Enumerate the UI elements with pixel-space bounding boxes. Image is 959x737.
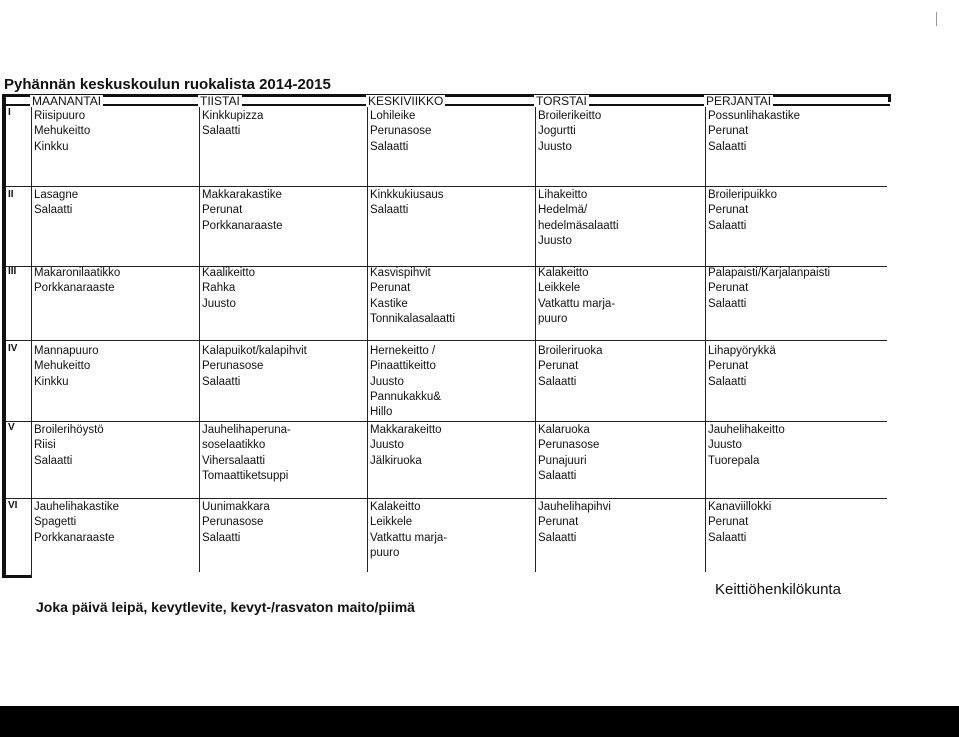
menu-item: Jälkiruoka — [370, 454, 422, 467]
menu-item: Possunlihakastike — [708, 110, 801, 122]
menu-item: Salaatti — [370, 204, 409, 217]
day-header-wednesday: KESKIVIIKKO — [368, 94, 444, 108]
menu-item: Salaatti — [538, 531, 577, 544]
menu-item: Riisipuuro — [34, 110, 86, 122]
menu-item: Mehukeitto — [34, 125, 91, 138]
menu-cell — [538, 109, 601, 155]
week-label: V — [8, 422, 15, 433]
menu-cell — [370, 344, 441, 420]
menu-cell — [34, 188, 78, 219]
menu-item: Palapaisti/Karjalanpaisti — [708, 267, 831, 279]
week-label: II — [8, 189, 14, 200]
menu-item: Makkarakastike — [202, 189, 282, 201]
menu-item: Perunasose — [370, 125, 432, 138]
menu-item: Vatkattu marja- — [538, 297, 616, 310]
menu-cell — [370, 109, 431, 155]
week-label: IV — [8, 343, 18, 354]
menu-item: Kinkkukiusaus — [370, 189, 444, 201]
menu-item: Salaatti — [34, 454, 73, 467]
menu-item: Vatkattu marja- — [370, 531, 448, 544]
menu-item: Porkkanaraaste — [34, 282, 115, 295]
menu-item: Vihersalaatti — [202, 454, 266, 467]
menu-cell — [202, 188, 283, 234]
menu-cell — [538, 188, 619, 249]
menu-item: Lasagne — [34, 189, 79, 201]
menu-item: Perunat — [538, 360, 579, 373]
menu-item: Salaatti — [202, 125, 241, 138]
menu-cell — [538, 500, 611, 546]
menu-item: Lihakeitto — [538, 189, 588, 201]
menu-item: Perunat — [538, 516, 579, 529]
menu-cell — [708, 266, 830, 312]
menu-cell — [708, 500, 771, 546]
menu-item: Hernekeitto / — [370, 345, 436, 357]
menu-item: Uunimakkara — [202, 501, 270, 513]
menu-item: Broileripuikko — [708, 189, 778, 201]
menu-item: Salaatti — [538, 469, 577, 482]
menu-cell — [34, 500, 119, 546]
menu-item: Lihapyörykkä — [708, 345, 776, 357]
menu-cell — [370, 500, 447, 561]
menu-item: Makkarakeitto — [370, 424, 442, 436]
menu-item: Pinaattikeitto — [370, 360, 436, 373]
menu-item: Kinkkupizza — [202, 110, 264, 122]
menu-cell — [34, 423, 104, 469]
row-divider-5 — [6, 498, 887, 499]
menu-cell — [202, 500, 270, 546]
menu-cell — [34, 109, 90, 155]
menu-item: Salaatti — [708, 531, 747, 544]
menu-cell — [538, 344, 603, 390]
menu-item: Juusto — [202, 297, 236, 310]
scan-edge-bar — [0, 706, 959, 737]
menu-item: Perunasose — [202, 360, 264, 373]
menu-item: Kaalikeitto — [202, 267, 256, 279]
menu-item: Spagetti — [34, 516, 77, 529]
signature-staff: Keittiöhenkilökunta — [715, 581, 841, 598]
menu-item: Jauhelihakeitto — [708, 424, 785, 436]
menu-cell — [708, 188, 777, 234]
menu-item: Salaatti — [708, 297, 747, 310]
menu-item: Perunat — [708, 282, 749, 295]
row-divider-1 — [6, 186, 887, 187]
frame-bottom — [2, 575, 31, 578]
col-divider-2 — [199, 94, 200, 572]
menu-item: Salaatti — [34, 204, 73, 217]
frame-right — [888, 94, 891, 102]
menu-item: Salaatti — [370, 140, 409, 153]
col-divider-1 — [31, 94, 32, 578]
menu-item: Riisi — [34, 439, 56, 452]
day-header-friday: PERJANTAI — [706, 94, 772, 108]
menu-item: Kinkku — [34, 140, 69, 153]
menu-item: Salaatti — [538, 375, 577, 388]
menu-item: Kalakeitto — [370, 501, 421, 513]
col-divider-4 — [535, 94, 536, 572]
row-divider-4 — [6, 421, 887, 422]
menu-item: Porkkanaraaste — [202, 219, 283, 232]
menu-item: Kanaviillokki — [708, 501, 772, 513]
menu-item: Juusto — [370, 439, 404, 452]
col-divider-5 — [705, 94, 706, 572]
menu-cell — [538, 423, 599, 484]
menu-item: Salaatti — [708, 140, 747, 153]
menu-item: Kasvispihvit — [370, 267, 431, 279]
menu-item: Salaatti — [202, 531, 241, 544]
menu-item: Perunat — [708, 516, 749, 529]
week-label: VI — [8, 500, 18, 511]
menu-cell — [202, 266, 255, 312]
menu-item: Juusto — [708, 439, 742, 452]
week-label: III — [8, 266, 17, 277]
menu-item: Kalaruoka — [538, 424, 590, 436]
menu-item: puuro — [538, 312, 568, 325]
menu-item: Kalapuikot/kalapihvit — [202, 345, 307, 357]
menu-item: Jauhelihakastike — [34, 501, 120, 513]
edge-mark — [936, 12, 937, 26]
menu-item: Juusto — [370, 375, 404, 388]
menu-item: Broilerihöystö — [34, 424, 104, 436]
menu-cell — [370, 188, 444, 219]
menu-item: Kalakeitto — [538, 267, 589, 279]
menu-item: Perunasose — [202, 516, 264, 529]
menu-item: Tuorepala — [708, 454, 760, 467]
col-divider-3 — [367, 94, 368, 572]
menu-item: Perunat — [370, 282, 411, 295]
menu-item: Leikkele — [538, 282, 581, 295]
day-header-thursday: TORSTAI — [536, 94, 587, 108]
menu-item: Jauhelihaperuna- — [202, 424, 291, 436]
menu-item: Juusto — [538, 234, 572, 247]
day-header-tuesday: TIISTAI — [200, 94, 240, 108]
menu-item: Hedelmä/ — [538, 204, 588, 217]
menu-cell — [202, 344, 307, 390]
daily-footer-note: Joka päivä leipä, kevytlevite, kevyt-/rasvaton maito/piimä — [36, 599, 415, 615]
menu-item: Punajuuri — [538, 454, 587, 467]
menu-item: Pannukakku& — [370, 390, 441, 403]
frame-left — [2, 94, 6, 578]
menu-item: Rahka — [202, 282, 236, 295]
menu-item: Tonnikalasalaatti — [370, 312, 456, 325]
menu-item: Jogurtti — [538, 125, 576, 138]
menu-item: hedelmäsalaatti — [538, 219, 619, 232]
menu-item: Leikkele — [370, 516, 413, 529]
menu-item: puuro — [370, 546, 400, 559]
menu-cell — [708, 344, 776, 390]
menu-item: Perunat — [708, 125, 749, 138]
menu-item: Jauhelihapihvi — [538, 501, 611, 513]
page-title: Pyhännän keskuskoulun ruokalista 2014-2015 — [4, 76, 331, 93]
menu-item: Kastike — [370, 297, 408, 310]
menu-item: Perunat — [202, 204, 243, 217]
menu-cell — [708, 423, 785, 469]
day-header-monday: MAANANTAI — [32, 94, 102, 108]
menu-item: Hillo — [370, 406, 393, 419]
menu-item: Mehukeitto — [34, 360, 91, 373]
menu-item: Mannapuuro — [34, 345, 99, 357]
menu-cell — [34, 344, 99, 390]
menu-item: Perunasose — [538, 439, 600, 452]
row-divider-3 — [6, 340, 887, 341]
menu-cell — [370, 423, 442, 469]
menu-item: Tomaattiketsuppi — [202, 469, 289, 482]
menu-cell — [708, 109, 800, 155]
menu-item: Lohileike — [370, 110, 416, 122]
menu-cell — [370, 266, 455, 327]
week-label: I — [8, 107, 11, 118]
menu-item: Makaronilaatikko — [34, 267, 121, 279]
menu-item: Broileriruoka — [538, 345, 603, 357]
menu-item: Broilerikeitto — [538, 110, 602, 122]
menu-item: Salaatti — [202, 375, 241, 388]
menu-item: Porkkanaraaste — [34, 531, 115, 544]
menu-cell — [202, 423, 291, 484]
menu-cell — [202, 109, 263, 140]
menu-item: Perunat — [708, 204, 749, 217]
menu-item: Salaatti — [708, 375, 747, 388]
menu-item: Salaatti — [708, 219, 747, 232]
menu-cell — [538, 266, 615, 327]
menu-item: Kinkku — [34, 375, 69, 388]
menu-cell — [34, 266, 120, 297]
menu-item: Juusto — [538, 140, 572, 153]
menu-item: soselaatikko — [202, 439, 266, 452]
menu-item: Perunat — [708, 360, 749, 373]
